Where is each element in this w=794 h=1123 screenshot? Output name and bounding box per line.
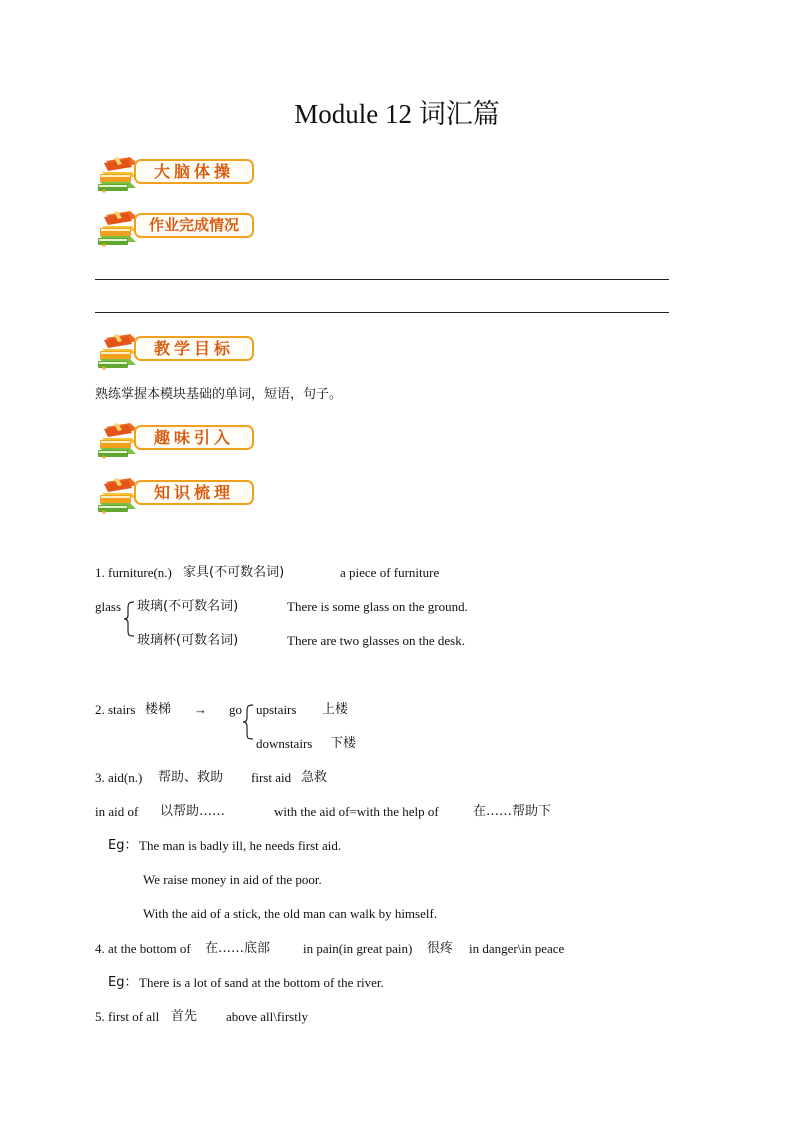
item-2-go: go	[229, 702, 242, 717]
teaching-goal-text: 熟练掌握本模块基础的单词，短语，句子。	[95, 387, 343, 402]
item-2-downstairs: downstairs	[256, 736, 313, 751]
section-banner-knowledge	[96, 476, 258, 516]
answer-line	[95, 279, 669, 280]
item-4-example-1: There is a lot of sand at the bottom of the river.	[139, 975, 384, 990]
banner-label: 大脑体操	[134, 159, 254, 184]
item-5-word: 5. first of all	[95, 1009, 160, 1024]
section-banner-teaching-goals	[96, 332, 258, 372]
item-3-phrase: first aid	[251, 770, 292, 785]
page-title: Module 12 词汇篇	[294, 99, 500, 129]
glass-sense-2: 玻璃杯(可数名词)	[137, 633, 239, 648]
section-banner-brain-gym	[96, 155, 258, 195]
item-5-phrase: above all\firstly	[226, 1009, 308, 1024]
section-banner-fun-intro	[96, 421, 258, 461]
item-3-in-aid: in aid of	[95, 804, 139, 819]
glass-word: glass	[95, 599, 121, 614]
banner-label: 知识梳理	[134, 480, 254, 505]
item-3-meaning: 帮助、救助	[158, 770, 224, 785]
item-2-upstairs: upstairs	[256, 702, 297, 717]
item-3-with-aid: with the aid of=with the help of	[274, 804, 439, 819]
item-3-phrase-meaning: 急救	[301, 770, 328, 785]
glass-example-2: There are two glasses on the desk.	[287, 633, 465, 648]
item-5-meaning: 首先	[171, 1009, 198, 1024]
item-2-downstairs-meaning: 下楼	[330, 736, 357, 751]
item-3-example-2: We raise money in aid of the poor.	[143, 872, 322, 887]
item-4-phrase-2-meaning: 很疼	[427, 941, 454, 956]
item-3-example-1: The man is badly ill, he needs first aid.	[139, 838, 342, 853]
item-2-word: 2. stairs	[95, 702, 136, 717]
example-label: Eg：	[108, 838, 138, 853]
item-4-phrase-3: in danger\in peace	[469, 941, 565, 956]
item-3-example-3: With the aid of a stick, the old man can walk by himself.	[143, 906, 438, 921]
curly-brace-icon	[241, 703, 255, 741]
item-2-upstairs-meaning: 上楼	[322, 702, 349, 717]
item-1-meaning: 家具(不可数名词)	[183, 565, 285, 580]
glass-example-1: There is some glass on the ground.	[287, 599, 468, 614]
banner-label: 作业完成情况	[134, 213, 254, 238]
item-1-word: 1. furniture(n.)	[95, 565, 172, 580]
item-2-meaning: 楼梯	[145, 702, 172, 717]
banner-label: 教学目标	[134, 336, 254, 361]
item-3-in-aid-meaning: 以帮助……	[160, 804, 226, 819]
answer-line	[95, 312, 669, 313]
banner-label: 趣味引入	[134, 425, 254, 450]
item-1-phrase: a piece of furniture	[340, 565, 440, 580]
curly-brace-icon	[122, 600, 136, 638]
item-3-with-aid-meaning: 在……帮助下	[473, 804, 552, 819]
item-4-phrase-2: in pain(in great pain)	[303, 941, 413, 956]
section-banner-homework	[96, 209, 258, 249]
glass-sense-1: 玻璃(不可数名词)	[137, 599, 239, 614]
item-4-meaning: 在……底部	[205, 941, 271, 956]
arrow-icon: →	[194, 702, 207, 717]
item-3-word: 3. aid(n.)	[95, 770, 143, 785]
item-4-word: 4. at the bottom of	[95, 941, 191, 956]
example-label: Eg：	[108, 975, 138, 990]
